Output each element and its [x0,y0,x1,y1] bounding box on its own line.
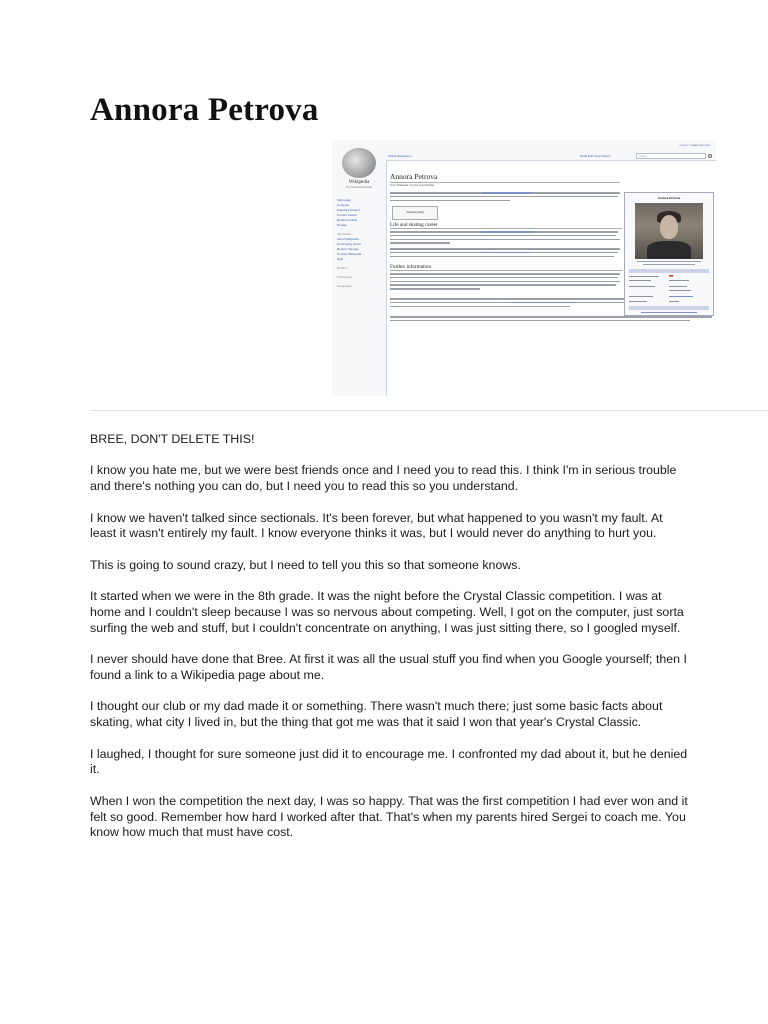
wiki-intro-paragraph [390,192,622,203]
wiki-paragraph [390,298,622,309]
infobox-band [629,306,709,310]
wiki-article-title: Annora Petrova [390,172,620,183]
wiki-site-name: Wikipedia [348,180,370,185]
wiki-nav-item: Donate [337,223,347,227]
letter-body [90,432,690,857]
wiki-search-input: Search [636,153,706,159]
wiki-tabs-right: Read Edit View history [580,154,611,158]
letter-paragraph: BREE, DON'T DELETE THIS! [90,432,255,446]
wiki-nav-heading: Languages [337,284,352,288]
wiki-nav-item: Recent changes [337,247,359,251]
infobox-row [629,300,709,303]
infobox-row [629,289,709,292]
wiki-nav-heading: Toolbox [337,266,348,270]
wikipedia-globe-icon [342,148,376,178]
wiki-top-links: Log in / create account [679,143,710,147]
letter-paragraph: I never should have done that Bree. At first it was all the usual stuff you find when you Google yourself; then I found a link to a Wikipedia page about me. [90,652,687,682]
wiki-section-heading: Life and skating career [390,222,622,229]
wiki-nav-item: Random article [337,218,358,222]
infobox-row [629,275,709,278]
infobox-row [629,311,709,314]
letter-paragraph: This is going to sound crazy, but I need to tell you this so that someone knows. [90,557,521,572]
infobox-row [629,285,709,288]
wiki-nav-item: Featured content [337,208,360,212]
infobox-title: Annora Petrova [657,196,681,200]
wiki-search-icon [708,154,712,158]
portrait-photo [635,203,703,259]
letter-paragraph: I laughed, I thought for sure someone just did it to encourage me. I confronted my dad about it, but he denied it. [90,746,688,777]
wiki-nav-heading: Print/export [337,275,353,279]
wiki-section-heading: Further information [390,264,622,271]
letter-paragraph: I thought our club or my dad made it or something. There wasn't much there; just some basic facts about skating, what city I lived in, but the thing that got me was that it said I won that year's Crystal Classic. [90,699,663,730]
infobox-row [629,279,709,282]
wiki-nav-item: Current events [337,213,357,217]
letter-paragraph: It started when we were in the 8th grade. It was the night before the Crystal Classic competition. I was at home and I couldn't sleep because I was so nervous about competing. Well, I got on the computer, just sorta surfing the web and stuff, but I couldn't concentrate on anything, I was just sitting there, so I googled myself. [90,589,684,635]
letter-paragraph: I know you hate me, but we were best friends once and I need you to read this. I think I'm in serious trouble and there's nothing you can do, but I need you to read this so you understand. [90,463,677,494]
wiki-nav-item: About Wikipedia [337,237,359,241]
wiki-paragraph [390,248,622,259]
wiki-paragraph [390,273,622,292]
wiki-nav-item: Main page [337,198,352,202]
wiki-nav-item: Help [337,257,344,261]
wiki-from-line: From Wikipedia, the free encyclopedia [390,184,435,187]
wikipedia-screenshot [332,140,716,396]
wiki-sidebar [337,198,381,289]
flag-icon [669,275,673,278]
letter-paragraph: When I won the competition the next day, I was so happy. That was the first competition I had ever won and it felt so good. Remember how hard I worked after that. That's when my parents hired Sergei to coach me. You know how much that must have cost. [90,793,688,840]
infobox-band [629,269,709,273]
wiki-nav-heading: Interaction [337,232,352,236]
wiki-nav-item: Contents [337,203,350,207]
wiki-toc: Contents [hide] [392,206,438,220]
infobox-row [629,295,709,298]
wiki-nav-item: Contact Wikipedia [337,252,362,256]
wiki-paragraph [390,231,622,246]
letter-paragraph: I know we haven't talked since sectionals. It's been forever, but what happened to you wasn't my fault. At least it wasn't entirely my fault. I know everyone thinks it was, but I would never do anything to hurt you. [90,510,663,541]
wiki-tabs-left: Article Discussion [388,154,412,158]
wiki-tagline: The Free Encyclopedia [346,186,372,189]
infobox-caption [629,261,709,265]
wiki-infobox [624,192,714,316]
section-divider [90,410,768,411]
wiki-nav-item: Community portal [337,242,361,246]
wiki-paragraph [390,316,622,324]
page-title: Annora Petrova [90,92,319,128]
